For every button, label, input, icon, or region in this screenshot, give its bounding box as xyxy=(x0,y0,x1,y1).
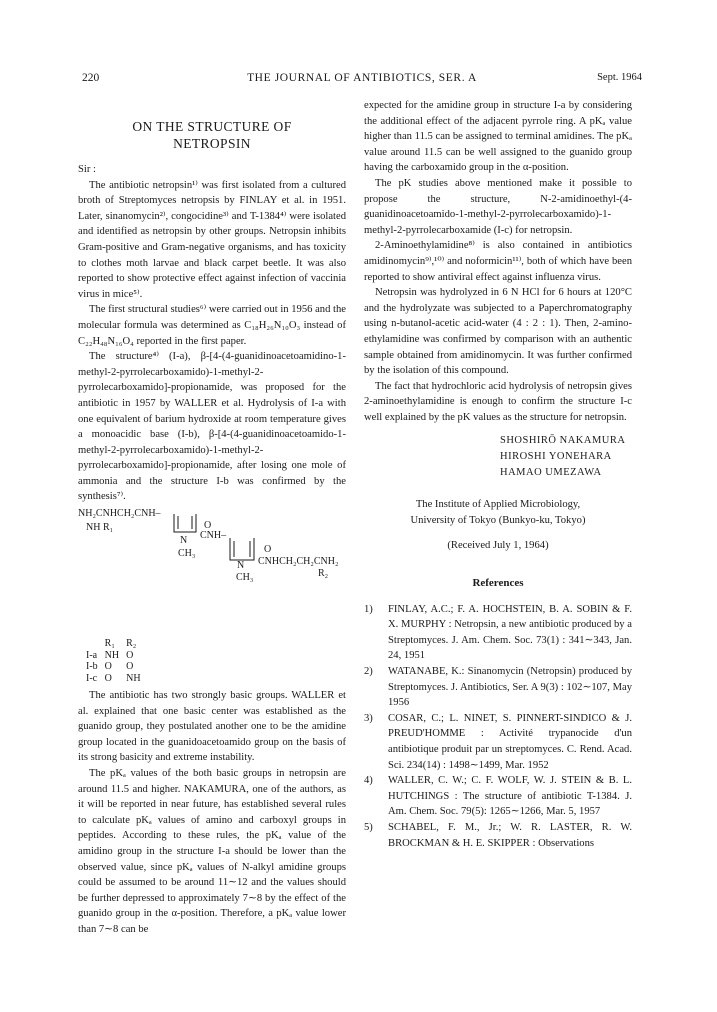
journal-title: THE JOURNAL OF ANTIBIOTICS, SER. A xyxy=(247,72,477,84)
affiliation-line: University of Tokyo (Bunkyo-ku, Tokyo) xyxy=(410,514,586,526)
left-column xyxy=(78,98,346,938)
paragraph: The fact that hydrochloric acid hydrolysis of netropsin gives 2-aminoethylamidine is enough to confirm the structure I-c well explained by the pK values as the structure for netropsin. xyxy=(364,380,632,423)
structure-r2: R₂ xyxy=(318,568,329,580)
table-head: R₂ xyxy=(126,638,137,650)
affiliation xyxy=(364,497,632,528)
title-line-2: NETROPSIN xyxy=(173,136,251,151)
structure-bonds xyxy=(78,508,346,636)
salutation: Sir : xyxy=(78,164,96,175)
reference-text: WATANABE, K.: Sinanomycin (Netropsin) produced by Streptomyces. J. Antibiotics, Ser. A 9(3) : 102∼107, May 1956 xyxy=(388,666,632,709)
structure-o1: O xyxy=(204,520,212,532)
paragraph: The first structural studies⁶⁾ were carried out in 1956 and the molecular formula was determined as C₁₈H₂₆N₁₀O₃ instead of C₂₂H₄₈N₁₆O₄ reported in the first paper. xyxy=(78,304,346,347)
author-name: SHOSHIRŌ NAKAMURA xyxy=(500,435,626,447)
reference-text: SCHABEL, F. M., Jr.; W. R. LASTER, R. W. BROCKMAN & H. E. SKIPPER : Observations xyxy=(388,821,632,849)
received-date: (Received July 1, 1964) xyxy=(447,540,549,552)
reference-text: WALLER, C. W.; C. F. WOLF, W. J. STEIN & B. L. HUTCHINGS : The structure of antibiotic T-1384. J. Am. Chem. Soc. 79(5): 1265∼1266, Mar. 5, 1957 xyxy=(388,775,632,818)
table-cell: O xyxy=(104,661,112,673)
structure-n1: N xyxy=(180,535,188,547)
table-cell: O xyxy=(104,672,112,684)
page-number: 220 xyxy=(82,72,100,84)
table-cell: O xyxy=(126,661,134,673)
paragraph: Netropsin was hydrolyzed in 6 N HCl for 6 hours at 120°C and the hydrolyzate was subjected to a Paperchromatography using n-butanol-acetic acid-water (4 : 2 : 1). Then, 2-amino-ethylamidine was confirmed by comparison with an authentic sample obtained from amidinomycin. It was further confirmed by the isolation of this compound. xyxy=(364,287,632,377)
table-cell: NH xyxy=(126,672,141,684)
table-head xyxy=(86,638,105,650)
author-name: HAMAO UMEZAWA xyxy=(500,467,602,479)
table-cell: I-b xyxy=(86,661,98,673)
structure-chain: CNHCH₂CH₂CNH₂ xyxy=(258,556,339,568)
reference-number: 5) xyxy=(364,821,373,833)
page-header xyxy=(82,72,642,88)
paragraph: The structure⁴⁾ (I-a), β-[4-(4-guanidinoacetoamidino-1-methyl-2-pyrrolecarboxamido)-1-methyl-2-pyrrolecarboxamido]-propionamide, was proposed for the antibiotic in 1957 by WALLER et al. Hydrolysis of I-a with one equivalent of barium hydroxide at room temperature gives a monoacidic base (I-b), β-[4-(4-guanidinoacetoamido-1-methyl-2-pyrrolecarboxamido)-1-methyl-2-pyrrolecarboxamido]-propionamide, after losing one mole of ammonia and the structure I-b was confirmed by the synthesis⁷⁾. xyxy=(78,351,346,503)
paragraph: expected for the amidine group in structure I-a by considering the additional effect of the adjacent pyrrole ring. A pKₐ value higher than 11.5 can be assigned to terminal amidines. The pKₐ value around 11.5 can be well assigned to the guanido group having the carboxamido group in the α-position. xyxy=(364,100,632,174)
table-head: R₁ xyxy=(104,638,115,650)
structure-ch3a: CH₃ xyxy=(178,548,196,560)
paragraph: The antibiotic netropsin¹⁾ was first isolated from a cultured broth of Streptomyces netropsis by FINLAY et al. in 1951. Later, sinanomycin²⁾, congocidine³⁾ and T-1384⁴⁾ were isolated and identified as netropsin by other groups. Netropsin inhibits Gram-positive and Gram-negative organisms, and has toxicity to clothes moth larvae and black carpet beetle. It was also reported to show protective effect against infection of vaccinia virus in mice⁵⁾. xyxy=(78,179,346,300)
affiliation-line: The Institute of Applied Microbiology, xyxy=(415,499,581,511)
structure-o2: O xyxy=(264,544,272,556)
paragraph: The pK studies above mentioned make it possible to propose the structure, N-2-amidinoethyl-(4-guanidinoacetoamido-1-methyl-2-pyrrolecarboxamido)-1-methyl-2-pyrrolecarboxamide (I-c) for netropsin. xyxy=(364,177,632,236)
structure-r1-line: NH R₁ xyxy=(86,522,114,534)
chemical-structure xyxy=(78,508,346,636)
issue-date: Sept. 1964 xyxy=(597,72,642,83)
reference-item xyxy=(364,602,632,664)
article-title xyxy=(78,118,346,152)
table-cell: I-a xyxy=(86,649,98,661)
reference-number: 4) xyxy=(364,775,373,787)
reference-item xyxy=(364,664,632,711)
table-cell: NH xyxy=(104,649,120,661)
structure-guanido: NH₂CNHCH₂CNH– xyxy=(78,508,161,520)
reference-item xyxy=(364,773,632,820)
paragraph: 2-Aminoethylamidine⁸⁾ is also contained in antibiotics amidinomycin⁹⁾,¹⁰⁾ and noformicin¹¹⁾, both of which have been reported to show antiviral effect against influenza virus. xyxy=(364,240,632,283)
reference-number: 1) xyxy=(364,603,373,615)
reference-text: FINLAY, A.C.; F. A. HOCHSTEIN, B. A. SOBIN & F. X. MURPHY : Netropsin, a new antibiotic produced by a Streptomyces. J. Am. Chem. Soc. 73(1) : 341∼343, Jan. 24, 1951 xyxy=(388,603,632,662)
reference-number: 2) xyxy=(364,666,373,678)
paragraph: The pKₐ values of the both basic groups in netropsin are around 11.5 and higher. NAKAMURA, one of the authors, as it will be reported in near future, has established several rules to calculate pKₐ values of amino and carboxyl groups in peptides. According to these rules, the pKₐ value of the amidino group in the structure I-a should be lower than the observed value, since pKₐ values of N-alkyl amidine groups could be assumed to be around 11∼12 and the values should be further depressed to approximately 7∼8 by the effect of the guanido group in the α-position. Therefore, a pKₐ value lower than 7∼8 can be xyxy=(78,768,346,935)
structure-ch3b: CH₃ xyxy=(236,572,254,584)
reference-item xyxy=(364,711,632,773)
paragraph: The antibiotic has two strongly basic groups. WALLER et al. explained that one basic center was established as the guanido group, they postulated another one to be the amidine group located in the guanidoacetoamido group on the basis of its strong basicity and extreme instability. xyxy=(78,690,346,764)
references-heading: References xyxy=(472,577,524,590)
substituent-table xyxy=(86,638,148,684)
reference-item xyxy=(364,820,632,851)
reference-number: 3) xyxy=(364,712,373,724)
table-cell: O xyxy=(126,649,134,661)
structure-cnh: CNH– xyxy=(200,530,227,542)
author-name: HIROSHI YONEHARA xyxy=(500,451,612,463)
author-list xyxy=(364,433,632,481)
right-column xyxy=(364,98,632,851)
structure-n2: N xyxy=(237,560,245,572)
table-cell: I-c xyxy=(86,672,98,684)
title-line-1: ON THE STRUCTURE OF xyxy=(132,119,292,134)
reference-text: COSAR, C.; L. NINET, S. PINNERT-SINDICO & J. PREUD'HOMME : Activité trypanocide d'un antibiotique produit par un streptomyces. C. Rend. Acad. Sci. 234(14) : 1498∼1499, Mar. 1952 xyxy=(388,712,632,771)
